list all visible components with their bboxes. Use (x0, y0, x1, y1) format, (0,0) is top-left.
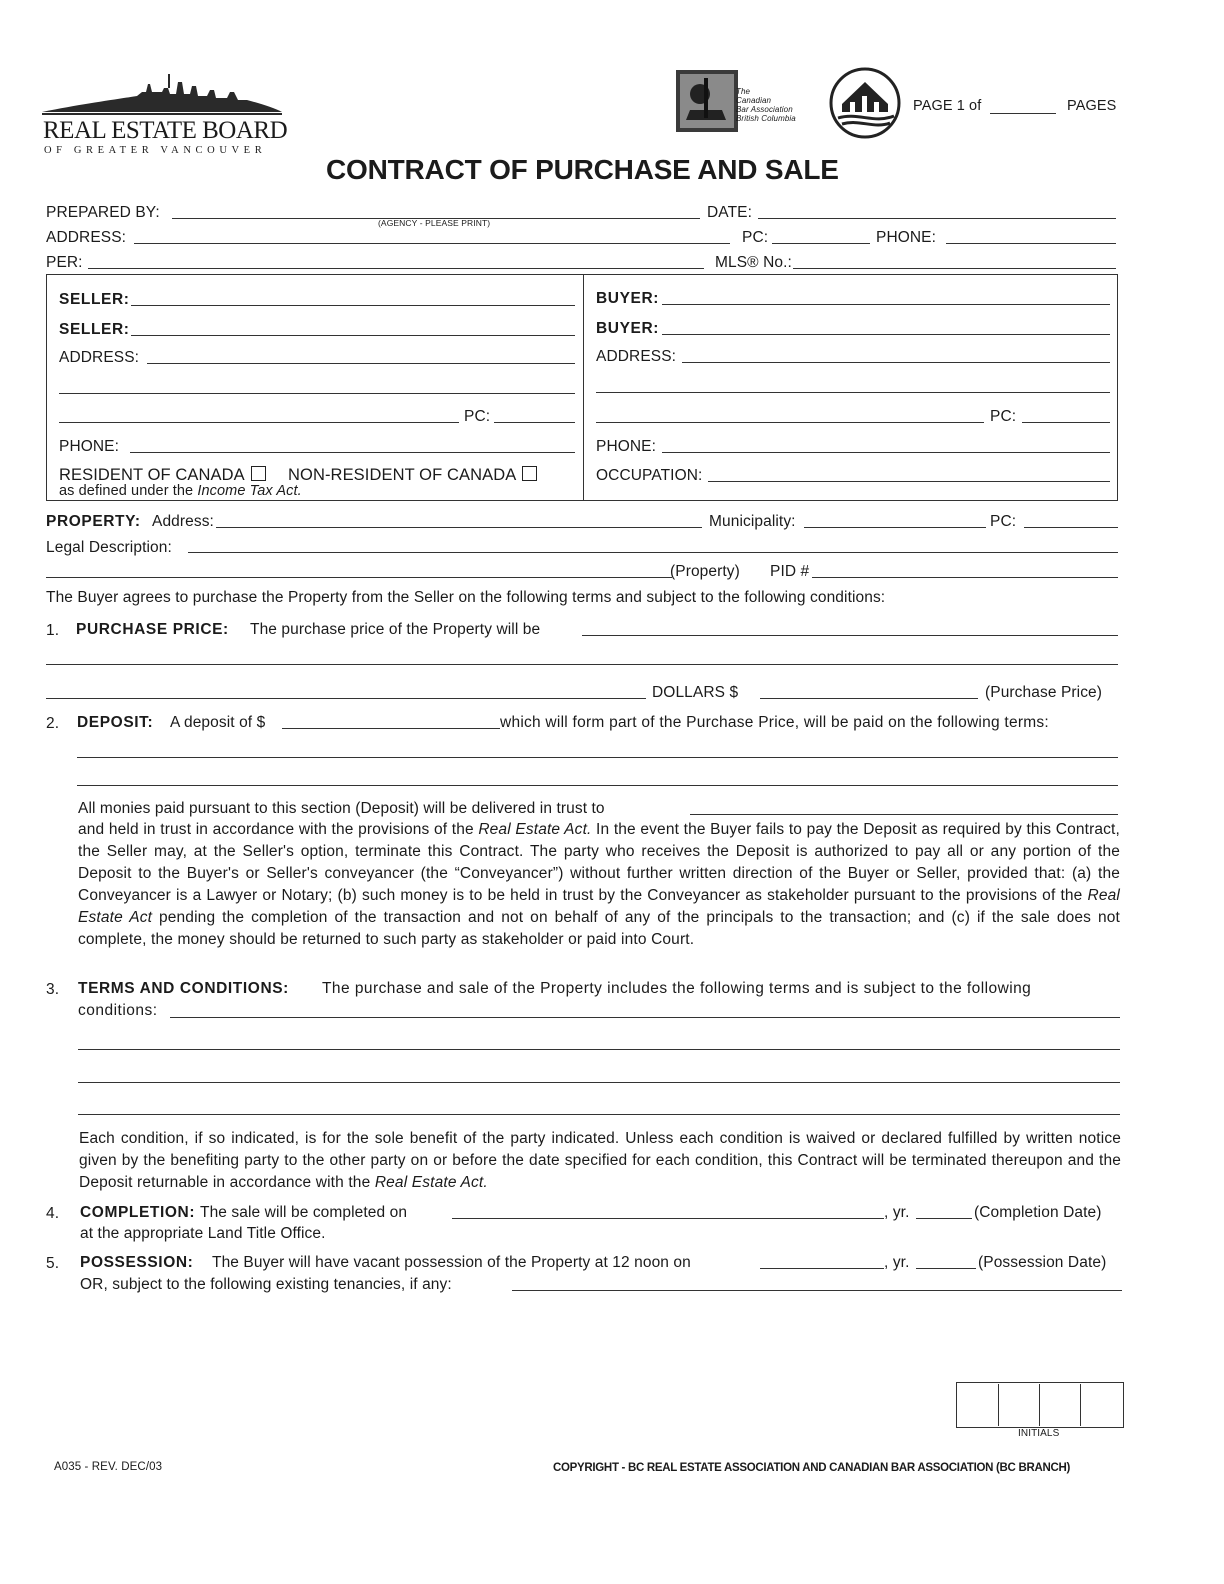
seller-address-field[interactable] (147, 363, 575, 364)
section-1-number: 1. (46, 622, 60, 639)
purchase-price-label: PURCHASE PRICE: (76, 621, 229, 638)
seller-city-field[interactable] (59, 422, 459, 423)
agent-phone-label: PHONE: (876, 229, 937, 246)
buyer-address-field[interactable] (682, 362, 1110, 363)
completion-line-2: at the appropriate Land Title Office. (80, 1225, 326, 1242)
initials-cell-2[interactable] (999, 1384, 1040, 1426)
possession-line-2: OR, subject to the following existing tenancies, if any: (80, 1276, 452, 1293)
tax-act-note (59, 483, 302, 499)
prepared-by-label: PREPARED BY: (46, 204, 160, 221)
non-resident-label: NON-RESIDENT OF CANADA (288, 466, 517, 484)
deposit-para-1: and held in trust in accordance with the provisions of the (78, 821, 479, 838)
completion-label: COMPLETION: (80, 1204, 196, 1221)
deposit-label: DEPOSIT: (77, 714, 154, 731)
seller-1-label: SELLER: (59, 291, 130, 308)
deposit-terms-line-2[interactable] (77, 785, 1118, 786)
purchase-price-words-line-2[interactable] (46, 664, 1118, 665)
tax-act-prefix: as defined under the (59, 483, 194, 499)
resident-label: RESIDENT OF CANADA (59, 466, 245, 484)
copyright-notice: COPYRIGHT - BC REAL ESTATE ASSOCIATION AND CANADIAN BAR ASSOCIATION (BC BRANCH) (553, 1462, 1071, 1474)
pid-label: PID # (770, 563, 810, 580)
seller-2-label: SELLER: (59, 321, 130, 338)
buyer-city-field[interactable] (596, 422, 984, 423)
scales-of-justice-icon (676, 70, 738, 132)
cba-line-1: The (736, 87, 751, 96)
conditions-paragraph (79, 1128, 1121, 1194)
section-3-number: 3. (46, 981, 60, 998)
board-name: REAL ESTATE BOARD (43, 117, 288, 144)
form-code: A035 - REV. DEC/03 (54, 1461, 163, 1473)
conditions-line-3[interactable] (78, 1082, 1120, 1083)
seller-1-field[interactable] (131, 305, 575, 306)
section-4-number: 4. (46, 1205, 60, 1222)
conditions-line-4[interactable] (78, 1114, 1120, 1115)
property-pc-label: PC: (990, 513, 1017, 530)
page-label: PAGE 1 of (913, 98, 982, 114)
parties-divider (583, 274, 584, 500)
agent-address-field[interactable] (134, 243, 730, 244)
board-subtitle: OF GREATER VANCOUVER (44, 145, 267, 156)
deposit-paragraph (78, 819, 1120, 951)
deposit-para-3: pending the completion of the transaction and not on behalf of any of the principals to the transaction; and (c) if the sale does not complete, the money should be returned to such party as stakeholder or paid into Court. (78, 909, 1120, 948)
conditions-act: Real Estate Act. (374, 1174, 488, 1191)
property-pc-field[interactable] (1024, 527, 1118, 528)
skyline-logo (42, 74, 282, 116)
seller-pc-field[interactable] (494, 422, 575, 423)
terms-text: The purchase and sale of the Property includes the following terms and is subject to the following (322, 980, 1032, 997)
resident-checkbox[interactable] (251, 466, 266, 481)
non-resident-option[interactable] (288, 466, 537, 484)
legal-description-label: Legal Description: (46, 539, 172, 556)
completion-text: The sale will be completed on (200, 1204, 408, 1221)
completion-yr: , yr. (884, 1204, 910, 1221)
possession-year-field[interactable] (916, 1268, 976, 1269)
document-title: CONTRACT OF PURCHASE AND SALE (326, 154, 839, 185)
pid-field[interactable] (812, 577, 1118, 578)
conditions-line-1[interactable] (170, 1017, 1120, 1018)
intro-text: The Buyer agrees to purchase the Property from the Seller on the following terms and subject to the following conditions: (46, 589, 886, 606)
agency-note: (AGENCY - PLEASE PRINT) (378, 218, 491, 228)
tenancies-field[interactable] (512, 1290, 1122, 1291)
buyer-address-line-2[interactable] (596, 392, 1110, 393)
agent-phone-field[interactable] (946, 243, 1116, 244)
non-resident-checkbox[interactable] (522, 466, 537, 481)
deposit-text-a: A deposit of $ (170, 714, 266, 731)
deposit-para-2: In the event the Buyer fails to pay the Deposit as required by this Contract, the Seller may, at the Seller's option, terminate this Contract. The party who receives the Deposit is authorized to pay all or any portion of the Deposit to the Buyer's or Seller's conveyancer (the “Conveyancer”) without further written direction of the Buyer or Seller, provided that: (a) the Conveyancer is a Lawyer or Notary; (b) such money is to be held in trust by the Conveyancer as stakeholder pursuant to the provisions of the (78, 821, 1120, 904)
seller-phone-label: PHONE: (59, 438, 120, 455)
purchase-price-tag: (Purchase Price) (985, 684, 1103, 701)
cba-line-4: British Columbia (736, 114, 796, 123)
seller-pc-label: PC: (464, 408, 491, 425)
monies-text: All monies paid pursuant to this section (Deposit) will be delivered in trust to (78, 800, 605, 817)
initials-cell-1[interactable] (958, 1384, 999, 1426)
per-field[interactable] (88, 268, 704, 269)
cba-line-3: Bar Association (736, 105, 793, 114)
property-label: PROPERTY: (46, 513, 141, 530)
conditions-para-1: Each condition, if so indicated, is for the sole benefit of the party indicated. Unless each condition is waived or declared fulfilled by written notice given by the benefiting party to the other party on or before the date specified for each condition, this Contract will be terminated thereupon and the Deposit returnable in accordance with the (79, 1130, 1121, 1191)
purchase-price-words-field[interactable] (582, 635, 1118, 636)
purchase-price-text: The purchase price of the Property will be (250, 621, 541, 638)
completion-date-field[interactable] (452, 1218, 884, 1219)
purchase-price-words-line-3[interactable] (46, 698, 646, 699)
section-5-number: 5. (46, 1255, 60, 1272)
cba-line-2: Canadian (736, 96, 772, 105)
possession-label: POSSESSION: (80, 1254, 194, 1271)
possession-text: The Buyer will have vacant possession of the Property at 12 noon on (212, 1254, 691, 1271)
completion-year-field[interactable] (916, 1218, 972, 1219)
purchase-price-amount-field[interactable] (760, 698, 978, 699)
dollars-label: DOLLARS $ (652, 684, 739, 701)
mls-label: MLS® No.: (715, 254, 792, 271)
buyer-1-field[interactable] (662, 304, 1110, 305)
per-label: PER: (46, 254, 83, 271)
initials-cell-4[interactable] (1081, 1384, 1121, 1426)
buyer-address-label: ADDRESS: (596, 348, 677, 365)
trustee-field[interactable] (690, 814, 1118, 815)
pages-label: PAGES (1067, 98, 1117, 114)
house-logo-icon (828, 66, 902, 140)
property-tag: (Property) (670, 563, 740, 580)
initials-cell-3[interactable] (1040, 1384, 1081, 1426)
seller-address-line-2[interactable] (59, 393, 575, 394)
municipality-field[interactable] (804, 527, 986, 528)
buyer-occupation-label: OCCUPATION: (596, 467, 703, 484)
date-label: DATE: (707, 204, 752, 221)
buyer-2-field[interactable] (662, 334, 1110, 335)
agent-pc-label: PC: (742, 229, 769, 246)
mls-field[interactable] (793, 268, 1116, 269)
buyer-1-label: BUYER: (596, 290, 660, 307)
tax-act-name: Income Tax Act. (197, 483, 302, 499)
buyer-pc-field[interactable] (1022, 422, 1110, 423)
page-total-field[interactable] (990, 113, 1056, 114)
seller-2-field[interactable] (131, 335, 575, 336)
deposit-amount-field[interactable] (282, 728, 500, 729)
possession-yr: , yr. (884, 1254, 910, 1271)
conditions-line-2[interactable] (78, 1049, 1120, 1050)
conditions-label: conditions: (78, 1002, 158, 1019)
terms-label: TERMS AND CONDITIONS: (78, 980, 289, 997)
property-address-label: Address: (152, 513, 214, 530)
municipality-label: Municipality: (709, 513, 796, 530)
cba-logo (676, 70, 806, 134)
agent-pc-field[interactable] (772, 243, 870, 244)
buyer-occupation-field[interactable] (708, 481, 1110, 482)
buyer-phone-field[interactable] (662, 452, 1110, 453)
deposit-act-1: Real Estate Act. (478, 821, 592, 838)
agent-address-label: ADDRESS: (46, 229, 127, 246)
seller-phone-field[interactable] (130, 452, 575, 453)
completion-tag: (Completion Date) (974, 1204, 1102, 1221)
deposit-terms-line-1[interactable] (77, 757, 1118, 758)
property-address-field[interactable] (216, 527, 702, 528)
possession-date-field[interactable] (760, 1268, 884, 1269)
section-2-number: 2. (46, 715, 60, 732)
seller-address-label: ADDRESS: (59, 349, 140, 366)
buyer-2-label: BUYER: (596, 320, 660, 337)
buyer-pc-label: PC: (990, 408, 1017, 425)
date-field[interactable] (758, 218, 1116, 219)
deposit-text-b: which will form part of the Purchase Price, will be paid on the following terms: (500, 714, 1049, 731)
initials-label: INITIALS (1018, 1428, 1060, 1439)
buyer-phone-label: PHONE: (596, 438, 657, 455)
resident-option[interactable] (59, 466, 266, 484)
legal-description-field[interactable] (188, 552, 1118, 553)
possession-tag: (Possession Date) (978, 1254, 1107, 1271)
legal-description-line-2[interactable] (46, 577, 672, 578)
deposit-act-2: Real Estate Act (78, 887, 1120, 926)
